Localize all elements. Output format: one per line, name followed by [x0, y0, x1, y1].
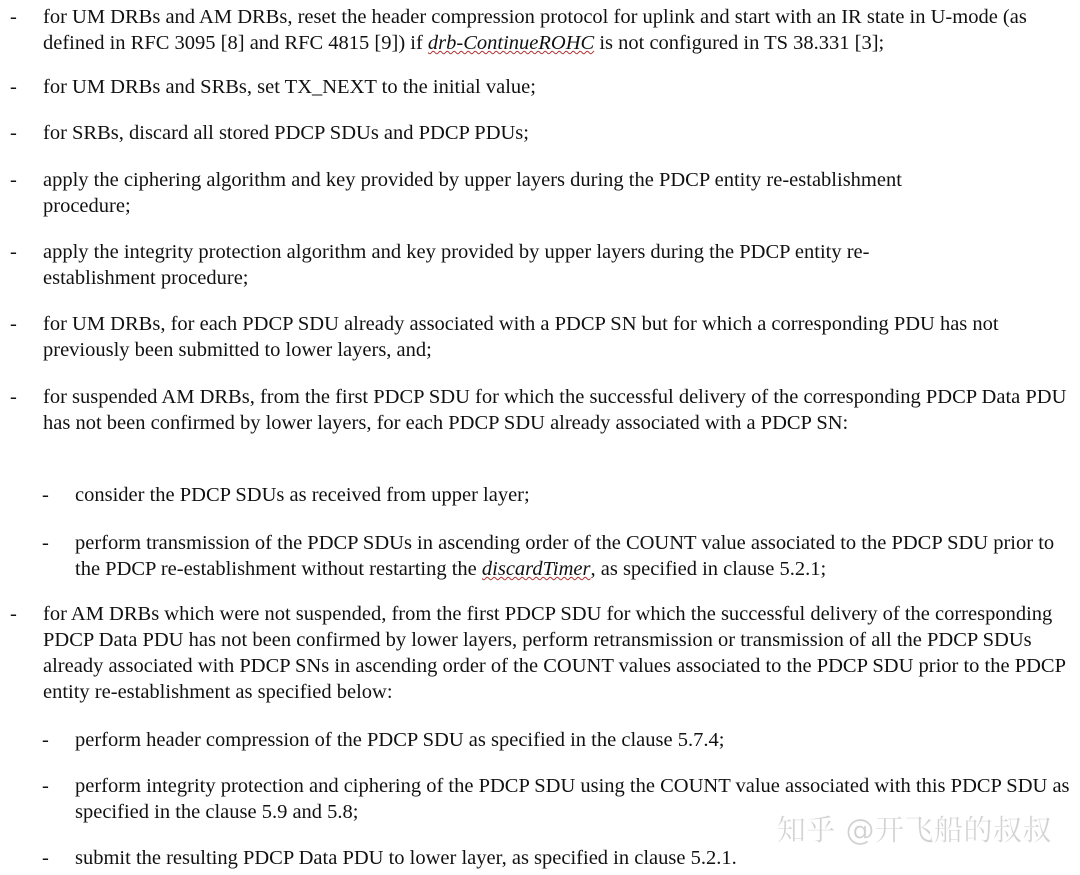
bullet-dash: - — [10, 386, 17, 408]
text-segment: for UM DRBs and AM DRBs, reset the header compression protocol for uplink and start with an IR state in U-mode (as defined in RFC 3095 [8] and RFC 4815 [9]) if — [43, 6, 1027, 54]
text-segment: , as specified in clause 5.2.1; — [590, 558, 827, 580]
watermark: 知乎 @开飞船的叔叔 — [776, 813, 1052, 847]
list-item-text — [75, 530, 1070, 582]
list-item-text: perform header compression of the PDCP SDU as specified in the clause 5.7.4; — [75, 729, 725, 751]
list-item-text: apply the ciphering algorithm and key provided by upper layers during the PDCP entity re-establishment procedure; — [43, 169, 902, 217]
list-item-text: submit the resulting PDCP Data PDU to lower layer, as specified in clause 5.2.1. — [75, 847, 737, 869]
bullet-dash: - — [10, 6, 17, 28]
parameter-name: discardTimer — [481, 558, 591, 580]
bullet-dash: - — [42, 532, 49, 554]
list-item-text — [43, 4, 1074, 56]
list-item-text: for UM DRBs, for each PDCP SDU already associated with a PDCP SN but for which a corresponding PDU has not previously been submitted to lower layers, and; — [43, 313, 999, 361]
list-item-text: for SRBs, discard all stored PDCP SDUs and PDCP PDUs; — [43, 122, 529, 144]
list-item-text: perform integrity protection and ciphering of the PDCP SDU using the COUNT value associated with this PDCP SDU as specified in the clause 5.9 and 5.8; — [75, 775, 1070, 823]
bullet-dash: - — [42, 729, 49, 751]
list-item-text: for suspended AM DRBs, from the first PDCP SDU for which the successful delivery of the corresponding PDCP Data PDU has not been confirmed by lower layers, for each PDCP SDU already associated with a PDCP SN: — [43, 386, 1067, 434]
list-item-text: apply the integrity protection algorithm and key provided by upper layers during the PDCP entity re-establishment procedure; — [43, 241, 870, 289]
bullet-dash: - — [10, 313, 17, 335]
parameter-name: drb-ContinueROHC — [427, 32, 595, 54]
bullet-dash: - — [10, 169, 17, 191]
bullet-dash: - — [42, 847, 49, 869]
list-item-text: for AM DRBs which were not suspended, from the first PDCP SDU for which the successful delivery of the corresponding PDCP Data PDU has not been confirmed by lower layers, perform retransmission or transmission of all the PDCP SDUs already associated with PDCP SNs in ascending order of the COUNT values associated to the PDCP SDU prior to the PDCP entity re-establishment as specified below: — [43, 603, 1066, 703]
list-item-text: consider the PDCP SDUs as received from upper layer; — [75, 484, 530, 506]
text-segment: perform transmission of the PDCP SDUs in ascending order of the COUNT value associated to the PDCP SDU prior to the PDCP re-establishment without restarting the — [75, 532, 1055, 580]
bullet-dash: - — [10, 76, 17, 98]
bullet-dash: - — [10, 122, 17, 144]
list-item-text: for UM DRBs and SRBs, set TX_NEXT to the initial value; — [43, 76, 536, 98]
bullet-dash: - — [10, 241, 17, 263]
bullet-dash: - — [42, 484, 49, 506]
bullet-dash: - — [10, 603, 17, 625]
text-segment: is not configured in TS 38.331 [3]; — [594, 32, 885, 54]
bullet-dash: - — [42, 775, 49, 797]
